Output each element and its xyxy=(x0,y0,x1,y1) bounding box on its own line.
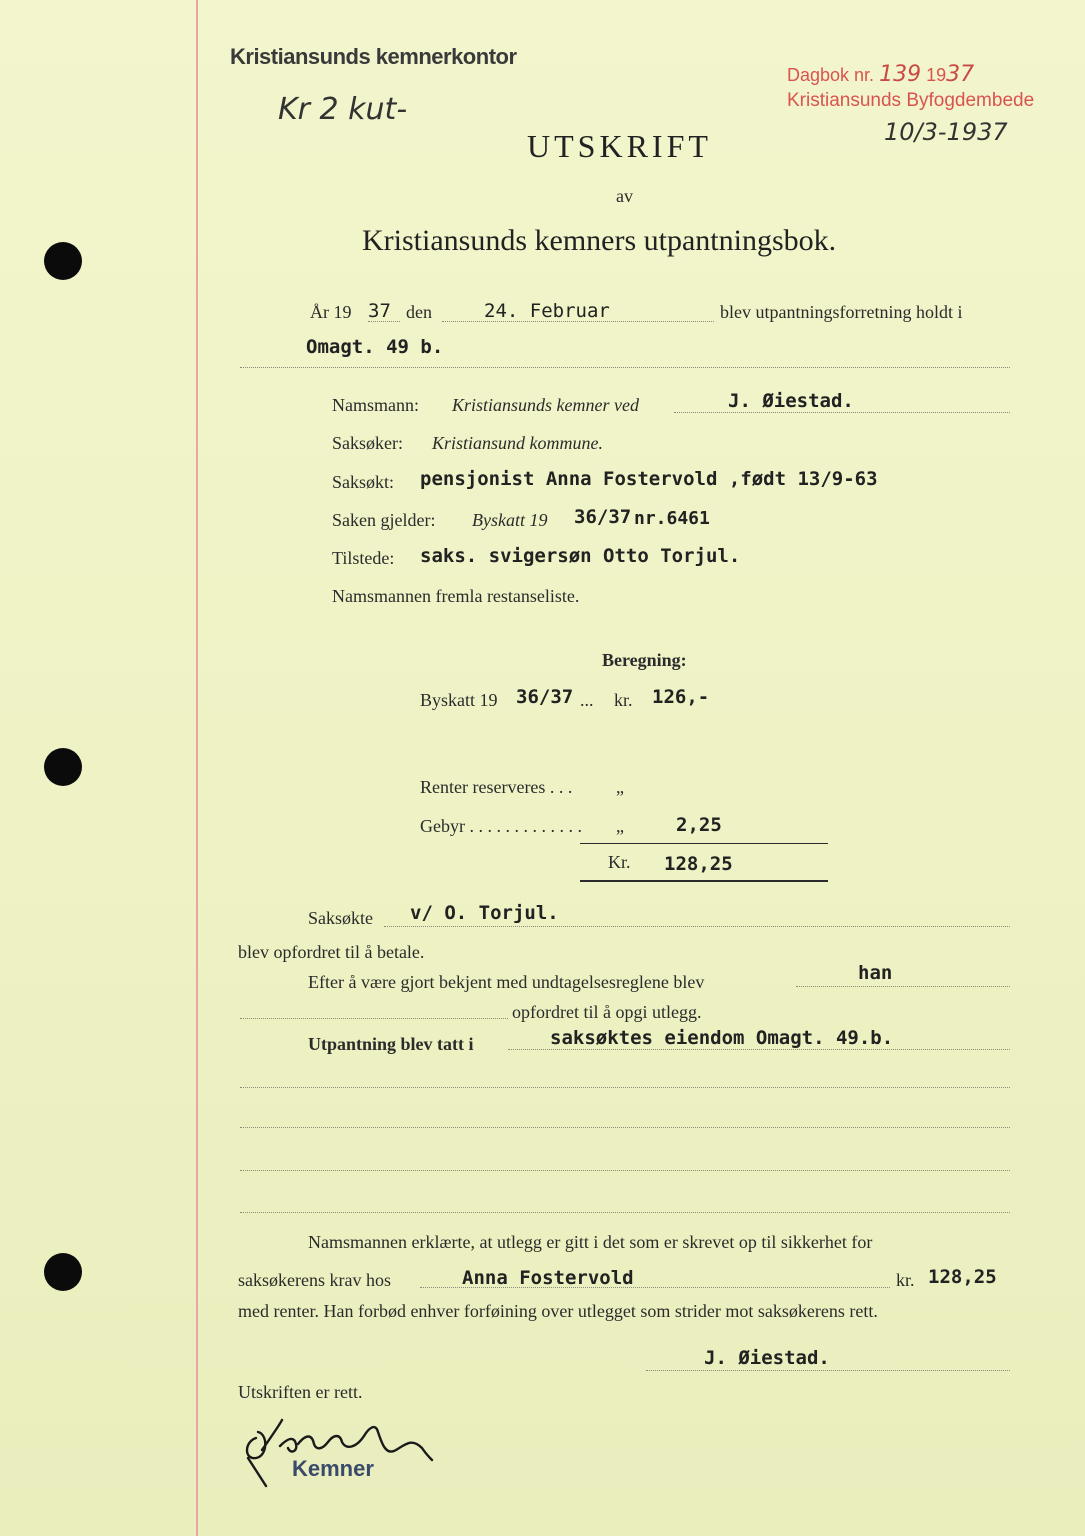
margin-rule xyxy=(196,0,198,1536)
punch-hole xyxy=(44,242,82,280)
han-value: han xyxy=(858,962,893,984)
saksokte-value: v/ O. Torjul. xyxy=(410,902,559,924)
typed-signature: J. Øiestad. xyxy=(704,1347,830,1369)
punch-hole xyxy=(44,748,82,786)
dagbok-label: Dagbok nr. xyxy=(787,65,875,85)
dagbok-year-suffix: 37 xyxy=(946,62,975,87)
intro-date: 24. Februar xyxy=(484,300,610,322)
total-label: Kr. xyxy=(608,852,631,872)
namsmann-printed: Kristiansunds kemner ved xyxy=(452,395,639,415)
opfordret-utlegg: opfordret til å opgi utlegg. xyxy=(512,1002,702,1022)
saksoker-label: Saksøker: xyxy=(332,433,403,453)
dagbok-number: 139 xyxy=(879,62,922,87)
namsmann-label: Namsmann: xyxy=(332,395,419,415)
tilstede-label: Tilstede: xyxy=(332,548,395,568)
handwritten-date: 10/3-1937 xyxy=(884,118,1008,146)
den-label: den xyxy=(406,302,432,322)
saksokt-value: pensjonist Anna Fostervold ,født 13/9-63 xyxy=(420,468,878,490)
blev-label: blev utpantningsforretning holdt i xyxy=(720,302,963,322)
utpantning-label: Utpantning blev tatt i xyxy=(308,1034,474,1054)
renter-ditto: „ xyxy=(616,777,624,797)
kemner-stamp: Kemner xyxy=(292,1456,374,1481)
saksoker-value: Kristiansund kommune. xyxy=(432,433,603,453)
byskatt-year: 36/37 xyxy=(516,686,574,708)
punch-hole xyxy=(44,1253,82,1291)
saksokte-label: Saksøkte xyxy=(308,908,373,928)
gebyr-label: Gebyr . . . . . . . . . . . . . xyxy=(420,816,582,836)
renter-text: med renter. Han forbød enhver forføining over utlegget som strider mot saksøkerens rett. xyxy=(238,1301,878,1321)
saksokt-label: Saksøkt: xyxy=(332,472,395,492)
dagbok-year-prefix: 19 xyxy=(926,65,947,85)
document-subtitle: Kristiansunds kemners utpantningsbok. xyxy=(362,224,837,257)
efter-text: Efter å være gjort bekjent med undtagelsesreglene blev xyxy=(308,972,705,992)
byskatt-amount: 126,- xyxy=(652,686,710,708)
krav-name: Anna Fostervold xyxy=(462,1267,634,1289)
document-title: UTSKRIFT xyxy=(527,128,712,164)
utpantning-value: saksøktes eiendom Omagt. 49.b. xyxy=(550,1027,894,1049)
restanse-text: Namsmannen fremla restanseliste. xyxy=(332,586,580,606)
office-stamp: Kristiansunds kemnerkontor xyxy=(230,44,517,69)
krav-label: saksøkerens krav hos xyxy=(238,1270,391,1290)
saken-year: 36/37 xyxy=(574,506,632,528)
utskrift-rett: Utskriften er rett. xyxy=(238,1382,363,1402)
opfordret-betale: blev opfordret til å betale. xyxy=(238,942,425,962)
intro-place: Omagt. 49 b. xyxy=(306,336,444,358)
renter-label: Renter reserveres . . . xyxy=(420,777,573,797)
krav-kr: kr. xyxy=(896,1270,915,1290)
byskatt-dots: ... xyxy=(580,690,594,710)
gebyr-amount: 2,25 xyxy=(676,814,722,836)
dagbok-stamp xyxy=(787,62,974,87)
erklaerte-text: Namsmannen erklærte, at utlegg er gitt i det som er skrevet op til sikkerhet for xyxy=(308,1232,873,1252)
saken-label: Saken gjelder: xyxy=(332,510,436,530)
total-amount: 128,25 xyxy=(664,853,733,875)
krav-amount: 128,25 xyxy=(928,1266,997,1288)
gebyr-ditto: „ xyxy=(616,816,624,836)
tilstede-value: saks. svigersøn Otto Torjul. xyxy=(420,545,741,567)
saken-nr: nr.6461 xyxy=(634,508,710,529)
byskatt-kr: kr. xyxy=(614,690,633,710)
namsmann-value: J. Øiestad. xyxy=(728,390,854,412)
saken-printed: Byskatt 19 xyxy=(472,510,548,530)
court-stamp: Kristiansunds Byfogdembede xyxy=(787,90,1035,111)
beregning-heading: Beregning: xyxy=(602,650,687,670)
ar-label: År 19 xyxy=(310,302,352,322)
byskatt-label: Byskatt 19 xyxy=(420,690,498,710)
signature-stroke xyxy=(242,1452,282,1492)
intro-year: 37 xyxy=(368,300,391,322)
title-av: av xyxy=(616,186,633,206)
handwritten-note: Kr 2 kut- xyxy=(278,92,408,127)
